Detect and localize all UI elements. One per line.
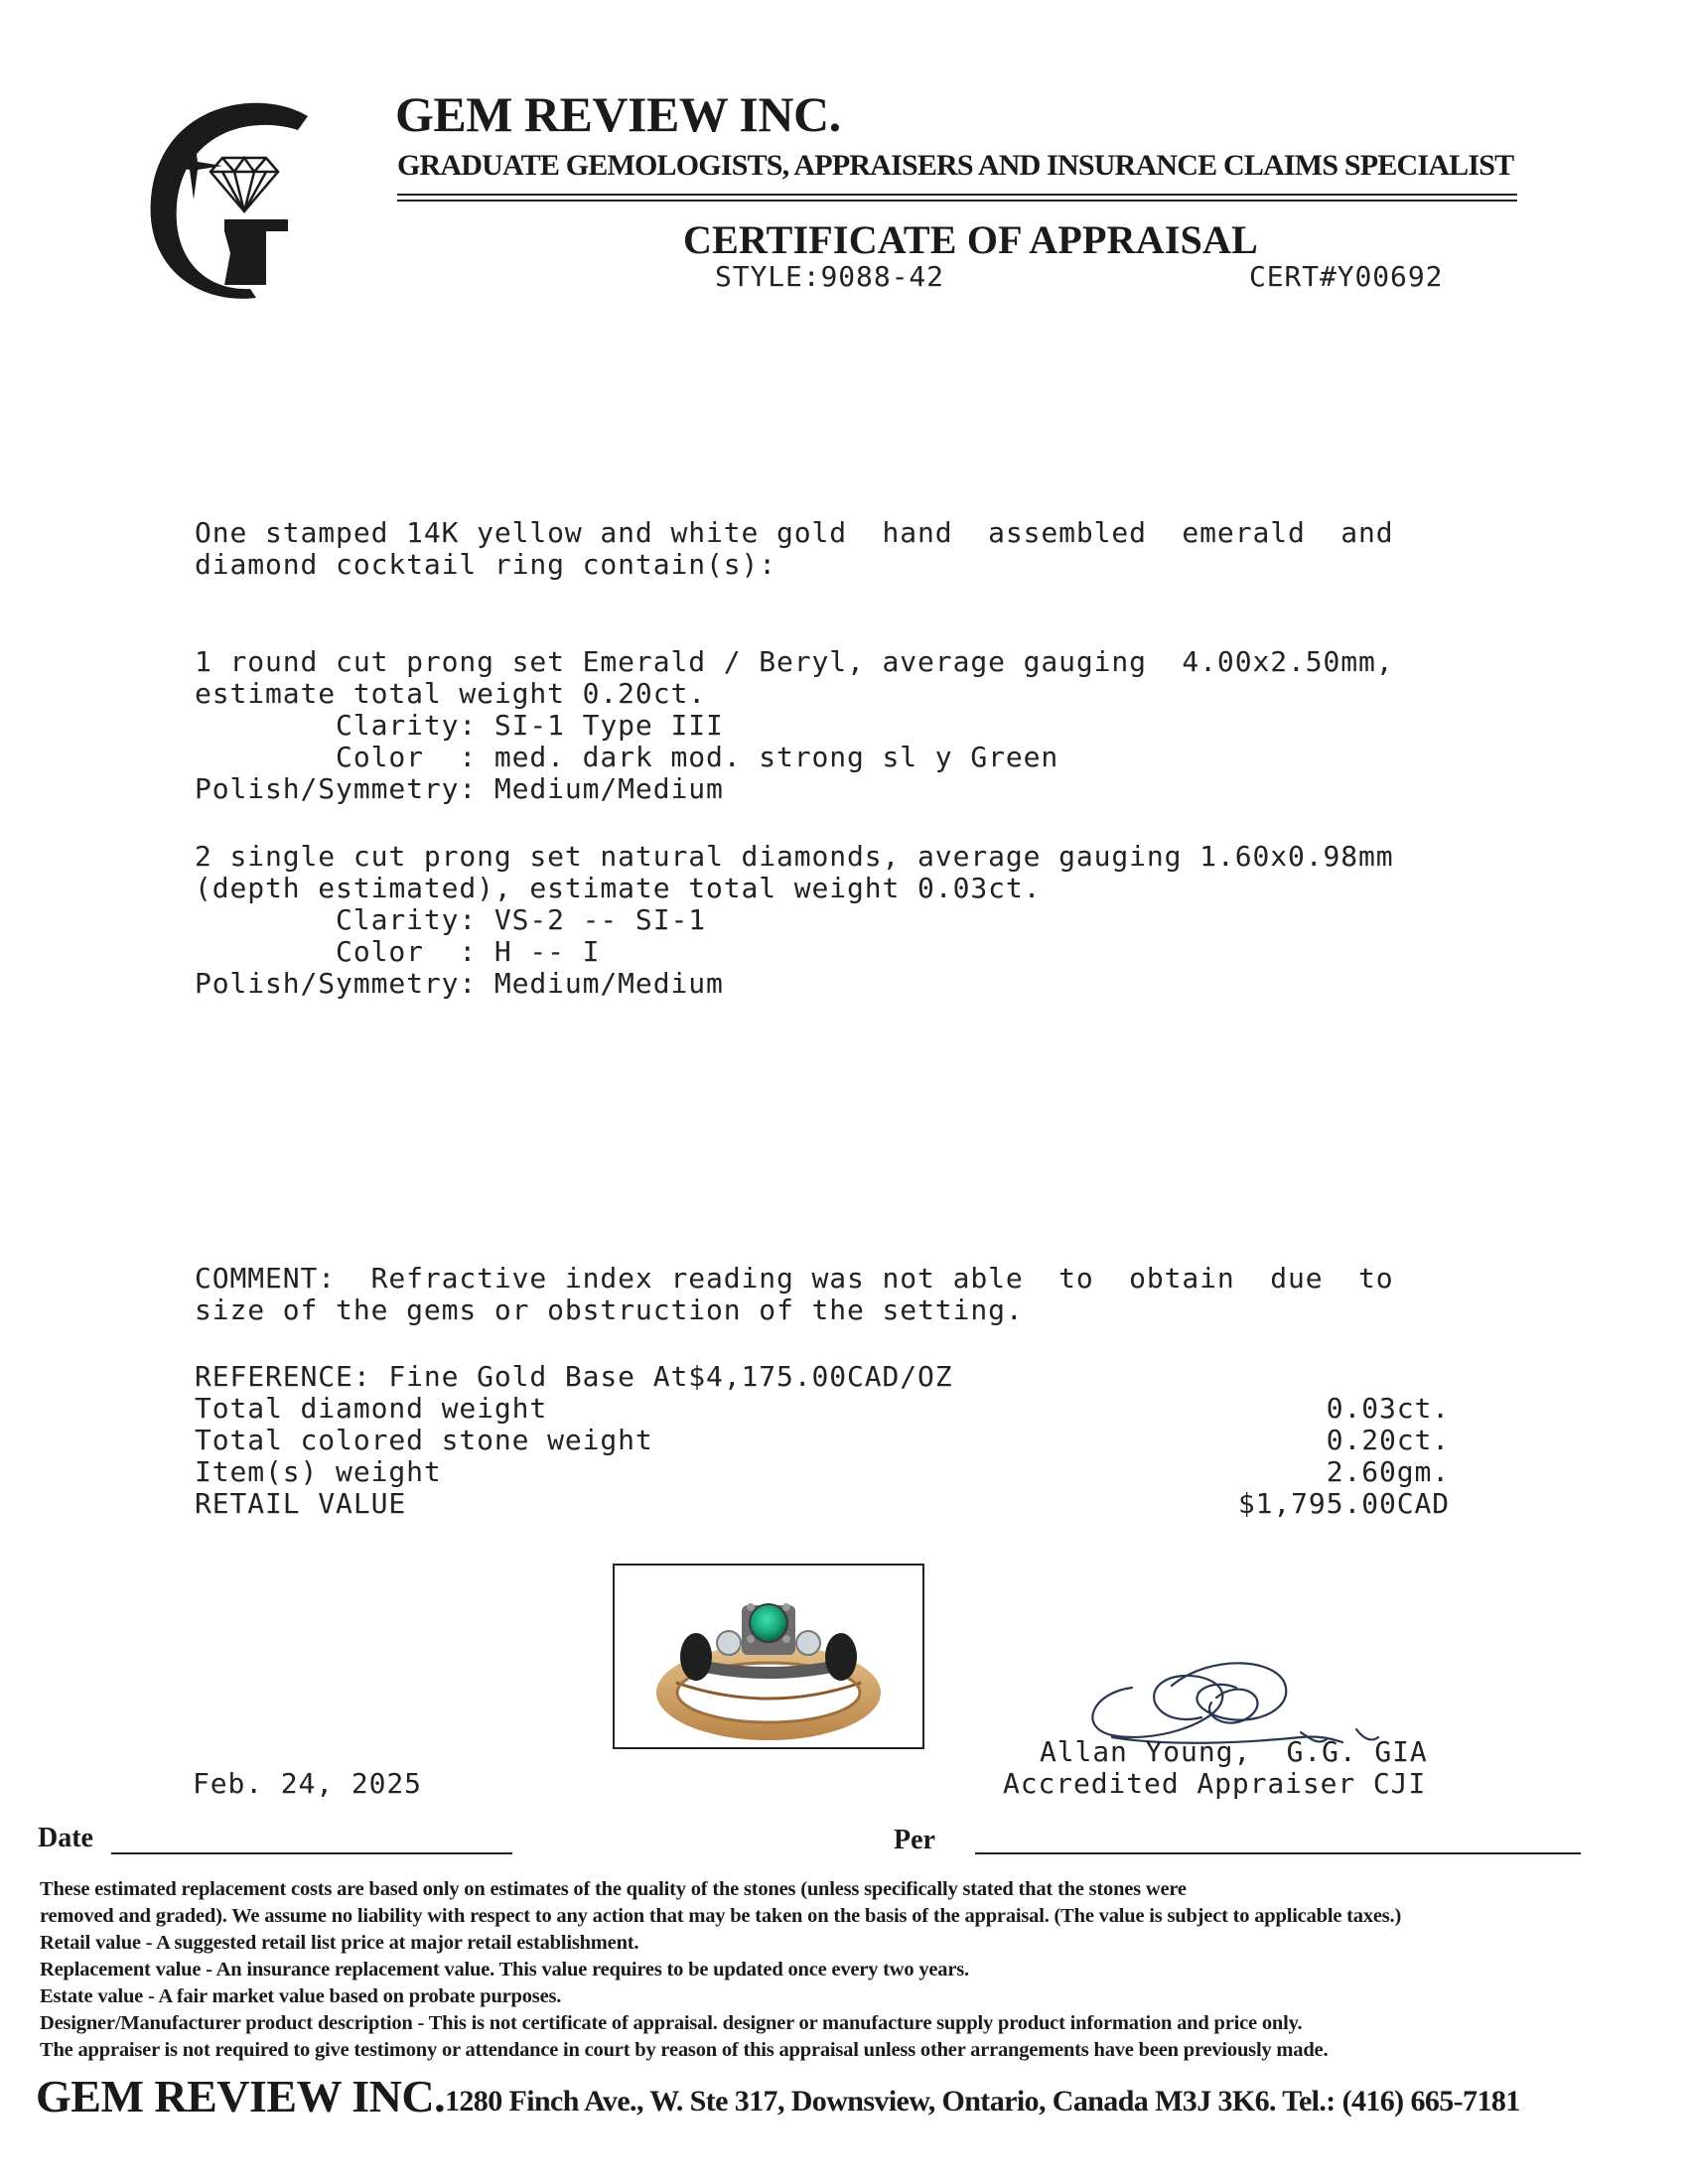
emerald-polish-symmetry: Polish/Symmetry: Medium/Medium xyxy=(195,772,724,805)
diamond-spec-line: (depth estimated), estimate total weight 0.03ct. xyxy=(195,872,1042,904)
diamond-polish-symmetry: Polish/Symmetry: Medium/Medium xyxy=(195,967,724,1000)
disclaimer-line: The appraiser is not required to give testimony or attendance in court by reason of this appraisal unless other arrangements have been previously made. xyxy=(40,2039,1329,2061)
appraiser-credential: Accredited Appraiser CJI xyxy=(1003,1767,1427,1800)
diamond-clarity: Clarity: VS-2 -- SI-1 xyxy=(195,903,706,936)
disclaimer-line: Replacement value - An insurance replacement value. This value requires to be updated once every two years. xyxy=(40,1959,969,1980)
gem-review-logo-icon xyxy=(139,94,338,303)
gold-reference: REFERENCE: Fine Gold Base At$4,175.00CAD/OZ xyxy=(195,1360,953,1393)
ring-illustration-icon xyxy=(615,1566,922,1747)
summary-value: 0.20ct. xyxy=(1326,1424,1450,1456)
certificate-number: CERT#Y00692 xyxy=(1249,260,1444,293)
disclaimer-line: Retail value - A suggested retail list price at major retail establishment. xyxy=(40,1932,639,1954)
style-number: STYLE:9088-42 xyxy=(715,260,944,293)
appraisal-date: Feb. 24, 2025 xyxy=(193,1767,422,1800)
disclaimer-line: Estate value - A fair market value based on probate purposes. xyxy=(40,1985,562,2007)
ring-photo xyxy=(613,1564,924,1749)
item-description-line: One stamped 14K yellow and white gold hand assembled emerald and xyxy=(195,516,1394,549)
emerald-color: Color : med. dark mod. strong sl y Green xyxy=(195,741,1059,773)
comment-line: size of the gems or obstruction of the setting. xyxy=(195,1294,1024,1326)
disclaimer-line: Designer/Manufacturer product description - This is not certificate of appraisal. designer or manufacture supply product information and price only. xyxy=(40,2012,1303,2034)
summary-value: 0.03ct. xyxy=(1326,1392,1450,1425)
footer-company-name: GEM REVIEW INC. xyxy=(36,2071,446,2121)
appraiser-name: Allan Young, G.G. GIA xyxy=(1040,1735,1428,1768)
retail-value-label: RETAIL VALUE xyxy=(195,1487,407,1520)
certificate-title: CERTIFICATE OF APPRAISAL xyxy=(683,217,1259,262)
disclaimer-line: These estimated replacement costs are based only on estimates of the quality of the stones (unless specifically stated that the stones were xyxy=(40,1878,1187,1900)
company-name: GEM REVIEW INC. xyxy=(395,86,841,142)
date-signature-line xyxy=(111,1852,512,1854)
footer-address: 1280 Finch Ave., W. Ste 317, Downsview, Ontario, Canada M3J 3K6. Tel.: (416) 665-7181 xyxy=(445,2085,1520,2117)
summary-label: Total colored stone weight xyxy=(195,1424,653,1456)
date-label: Date xyxy=(38,1823,93,1853)
per-signature-line xyxy=(975,1852,1581,1854)
diamond-spec-line: 2 single cut prong set natural diamonds, average gauging 1.60x0.98mm xyxy=(195,840,1394,873)
header-rule-top xyxy=(397,194,1517,196)
diamond-color: Color : H -- I xyxy=(195,935,601,968)
company-tagline: GRADUATE GEMOLOGISTS, APPRAISERS AND INSURANCE CLAIMS SPECIALIST xyxy=(397,149,1514,182)
disclaimer-line: removed and graded). We assume no liability with respect to any action that may be taken on the basis of the appraisal. (The value is subject to applicable taxes.) xyxy=(40,1905,1402,1927)
summary-label: Item(s) weight xyxy=(195,1455,442,1488)
emerald-spec-line: estimate total weight 0.20ct. xyxy=(195,677,706,710)
retail-value-amount: $1,795.00CAD xyxy=(1237,1487,1450,1520)
emerald-spec-line: 1 round cut prong set Emerald / Beryl, average gauging 4.00x2.50mm, xyxy=(195,645,1394,678)
per-label: Per xyxy=(894,1825,935,1855)
emerald-clarity: Clarity: SI-1 Type III xyxy=(195,709,724,742)
comment-line: COMMENT: Refractive index reading was not able to obtain due to xyxy=(195,1262,1394,1295)
item-description-line: diamond cocktail ring contain(s): xyxy=(195,548,776,581)
header-rule-bottom xyxy=(397,200,1517,202)
summary-label: Total diamond weight xyxy=(195,1392,548,1425)
summary-value: 2.60gm. xyxy=(1326,1455,1450,1488)
